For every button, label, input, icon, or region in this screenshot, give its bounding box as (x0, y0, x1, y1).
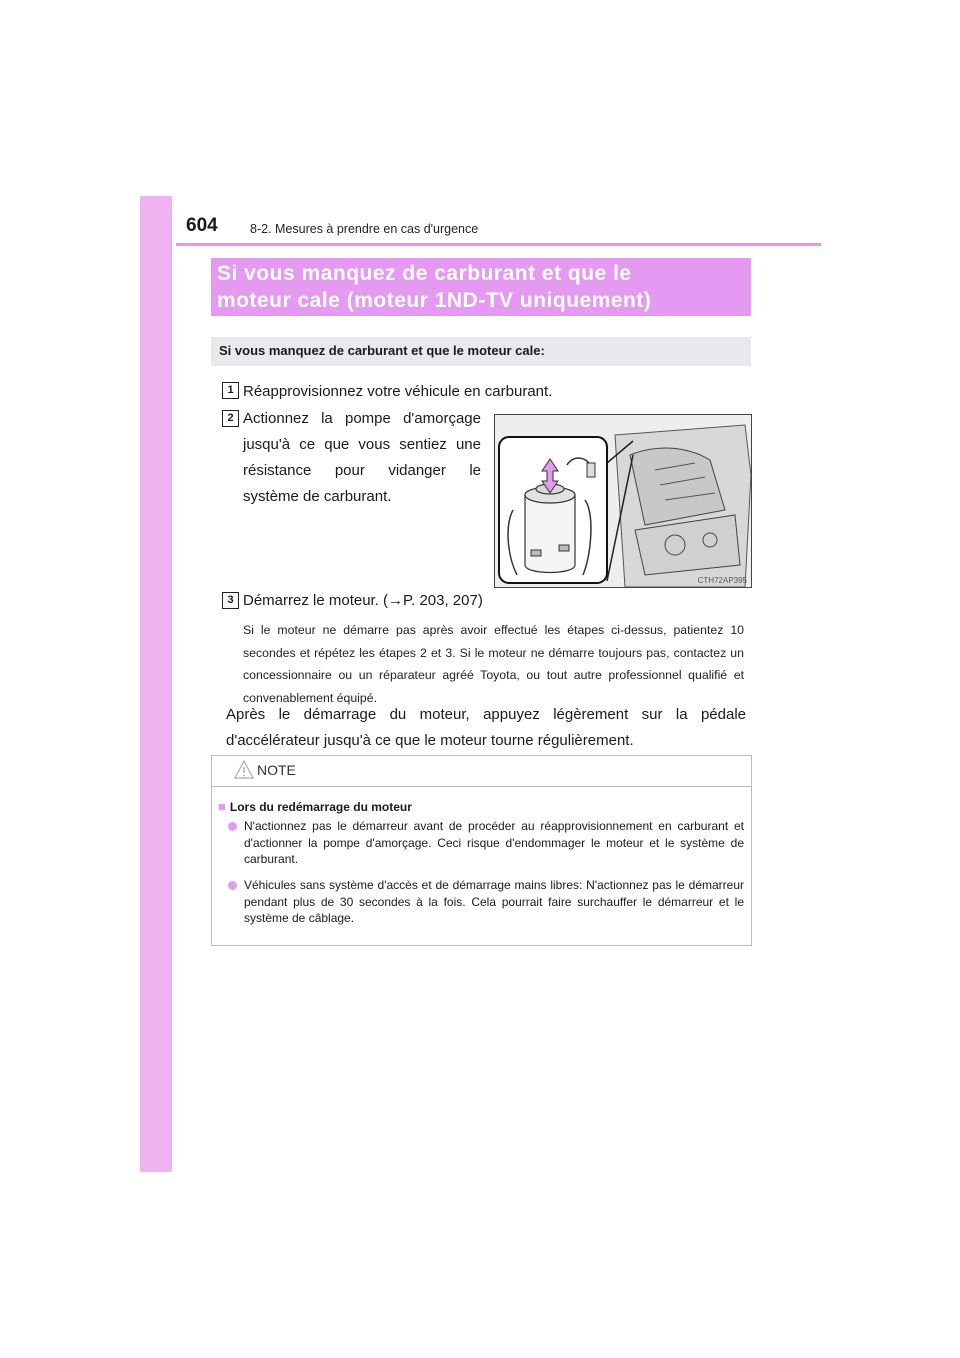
step-number-1: 1 (222, 382, 239, 399)
banner-line-1: Si vous manquez de carburant et que le (217, 262, 632, 285)
note-header (212, 756, 751, 787)
chapter-sidebar-tab (140, 196, 172, 1172)
step-2-text: Actionnez la pompe d'amorçage jusqu'à ce que vous sentiez une résistance pour vidanger le système de carburant. (243, 410, 481, 505)
subheading (211, 337, 751, 366)
note-label: NOTE (257, 762, 296, 778)
after-start-paragraph: Après le démarrage du moteur, appuyez légèrement sur la pédale d'accélérateur jusqu'à ce que le moteur tourne régulièrement. (226, 706, 746, 749)
figure-caption: CTH72AP395 (697, 576, 747, 585)
bullet-dot-icon (228, 822, 237, 831)
note-item-2: Véhicules sans système d'accès et de démarrage mains libres: N'actionnez pas le démarreur pendant plus de 30 secondes à la fois. Cela pourrait faire surchauffer le démarreur et le système de câblage. (244, 878, 744, 925)
note-item-1: N'actionnez pas le démarreur avant de procéder au réapprovisionnement en carburant et d'actionner la pompe d'amorçage. Ceci risque d'endommager le moteur et le système de carburant. (244, 819, 744, 866)
note-box (211, 755, 752, 946)
banner-line-2: moteur cale (moteur 1ND-TV uniquement) (217, 289, 652, 312)
header-divider (176, 243, 821, 246)
section-banner (211, 258, 751, 316)
bullet-dot-icon (228, 881, 237, 890)
step-number-2: 2 (222, 410, 239, 427)
engine-figure (494, 414, 752, 588)
step-3-note: Si le moteur ne démarre pas après avoir effectué les étapes ci-dessus, patientez 10 secondes et répétez les étapes 2 et 3. Si le moteur ne démarre toujours pas, contactez un concessionnaire ou un réparateur agréé Toyota, ou tout autre professionnel qualifié et convenablement équipé. (243, 623, 744, 705)
engine-illustration (495, 415, 751, 587)
note-title (218, 799, 412, 814)
note-title-text: Lors du redémarrage du moteur (229, 800, 412, 814)
step-number-3: 3 (222, 592, 239, 609)
subheading-text: Si vous manquez de carburant et que le moteur cale: (219, 343, 545, 358)
step-1-text: Réapprovisionnez votre véhicule en carburant. (243, 383, 553, 400)
section-title: 8-2. Mesures à prendre en cas d'urgence (250, 222, 479, 236)
page-number: 604 (186, 215, 218, 236)
warning-triangle-icon (234, 760, 254, 779)
square-bullet-icon: ■ (218, 799, 226, 814)
step-3-text: Démarrez le moteur. (→P. 203, 207) (243, 592, 483, 609)
